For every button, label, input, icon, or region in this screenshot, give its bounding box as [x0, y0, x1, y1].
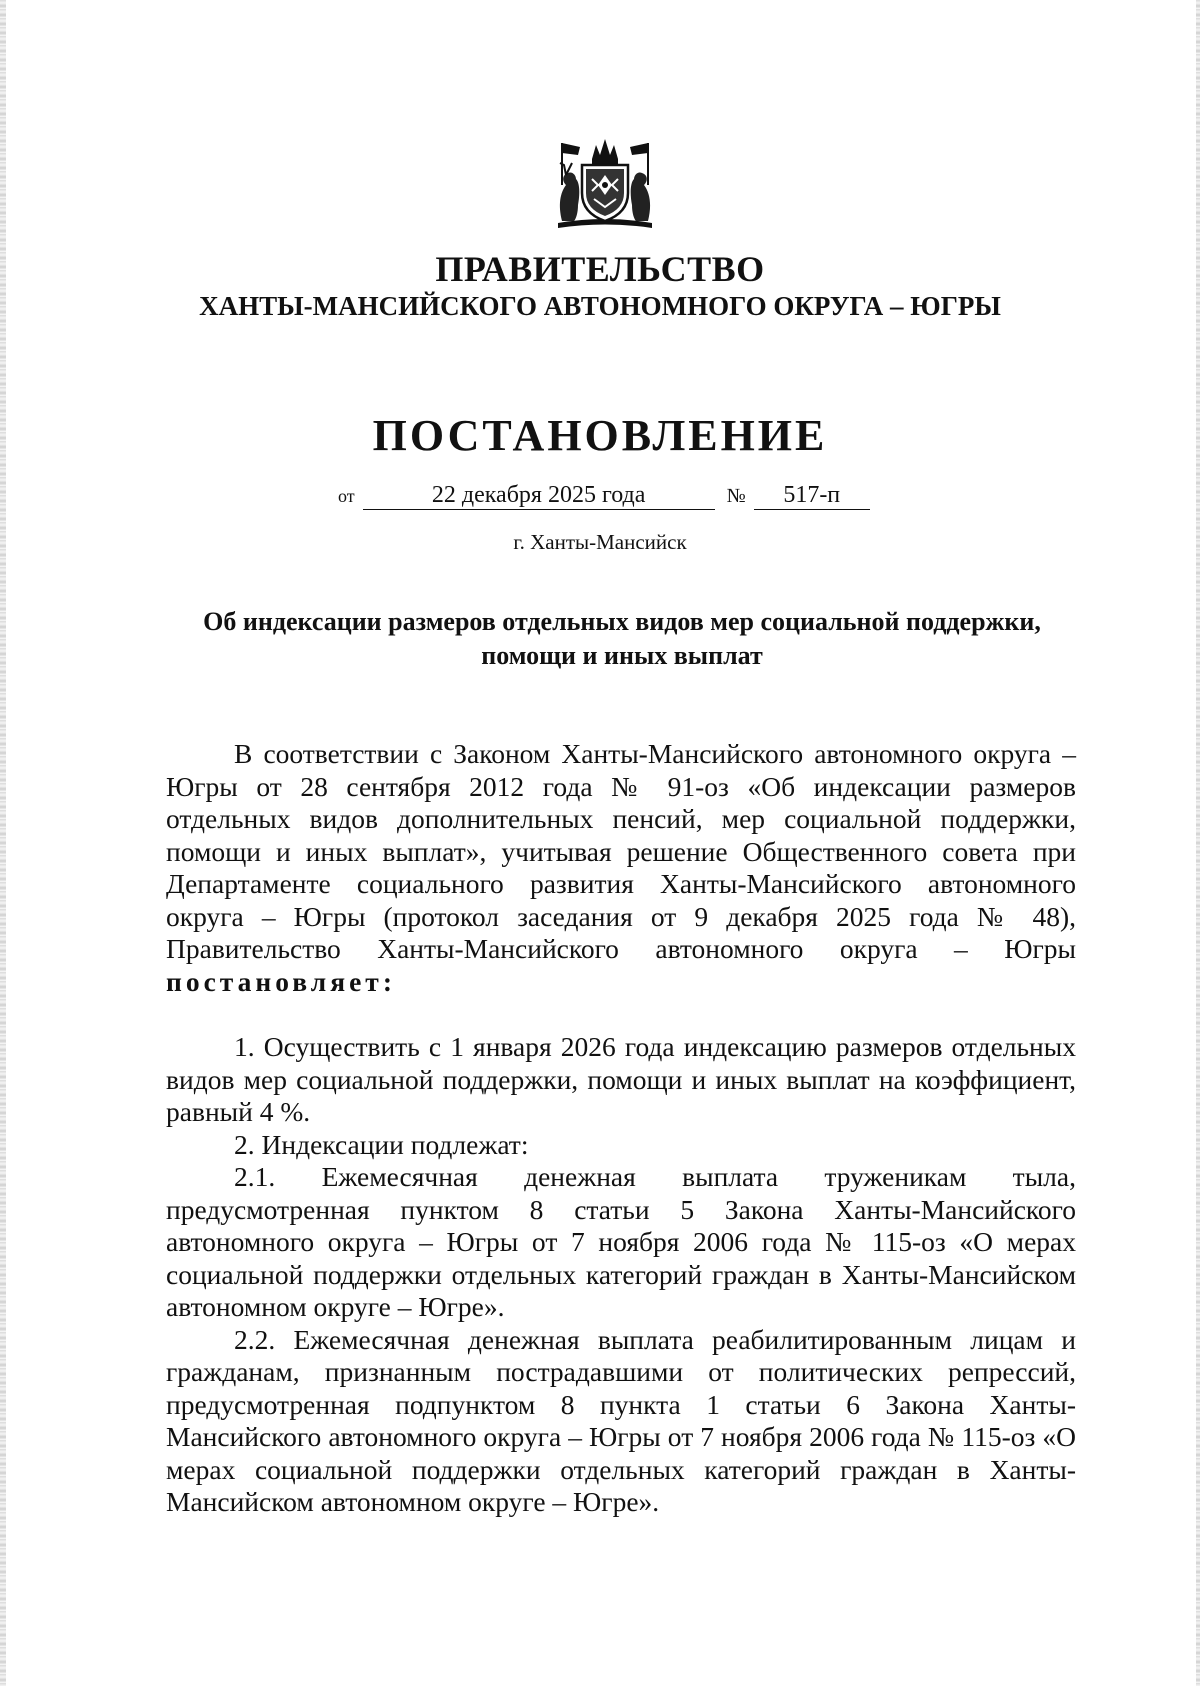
resolves-word: постановляет:: [166, 965, 396, 997]
coat-of-arms-icon: [550, 135, 660, 231]
list-item: 2. Индексации подлежат:: [234, 1128, 529, 1160]
list-item: 2.2. Ежемесячная денежная выплата реабилитированным лицам и гражданам, признанным пострадавшими от политических репрессий, предусмотренная подпунктом 8 пункта 1 статьи 6 Закона Ханты-Мансийского автономного округа – Югры от 7 ноября 2006 года № 115-оз «О мерах социальной поддержки отдельных категорий граждан в Ханты-Мансийском автономном округе – Югре».: [166, 1323, 1076, 1517]
number-prefix: №: [726, 485, 746, 507]
preamble: [166, 738, 1076, 998]
document-type: ПОСТАНОВЛЕНИЕ: [372, 411, 828, 460]
preamble-text: В соответствии с Законом Ханты-Мансийского автономного округа – Югры от 28 сентября 2012 года № 91-оз «Об индексации размеров отдельных видов дополнительных пенсий, мер социальной поддержки, помощи и иных выплат», учитывая решение Общественного совета при Департаменте социального развития Ханты-Мансийского автономного округа – Югры (протокол заседания от 9 декабря 2025 года № 48), Правительство Ханты-Мансийского автономного округа – Югры: [166, 738, 1076, 964]
document-date: 22 декабря 2025 года: [363, 482, 715, 510]
document-subject: Об индексации размеров отдельных видов мер социальной поддержки, помощи и иных выплат: [203, 607, 1041, 670]
document-city: г. Ханты-Мансийск: [513, 530, 687, 554]
date-number-line: [338, 482, 870, 510]
list-item: 2.1. Ежемесячная денежная выплата труженикам тыла, предусмотренная пунктом 8 статьи 5 Закона Ханты-Мансийского автономного округа – Югры от 7 ноября 2006 года № 115-оз «О мерах социальной поддержки отдельных категорий граждан в Ханты-Мансийском автономном округе – Югре».: [166, 1161, 1076, 1322]
government-title: ПРАВИТЕЛЬСТВО: [435, 249, 765, 289]
list-item: 1. Осуществить с 1 января 2026 года индексацию размеров отдельных видов мер социальной поддержки, помощи и иных выплат на коэффициент, равный 4 %.: [166, 1031, 1076, 1127]
government-subtitle: ХАНТЫ-МАНСИЙСКОГО АВТОНОМНОГО ОКРУГА – ЮГРЫ: [199, 291, 1001, 321]
date-prefix: от: [338, 486, 355, 506]
resolution-items: [166, 1031, 1076, 1519]
document-number: 517-п: [754, 482, 870, 510]
